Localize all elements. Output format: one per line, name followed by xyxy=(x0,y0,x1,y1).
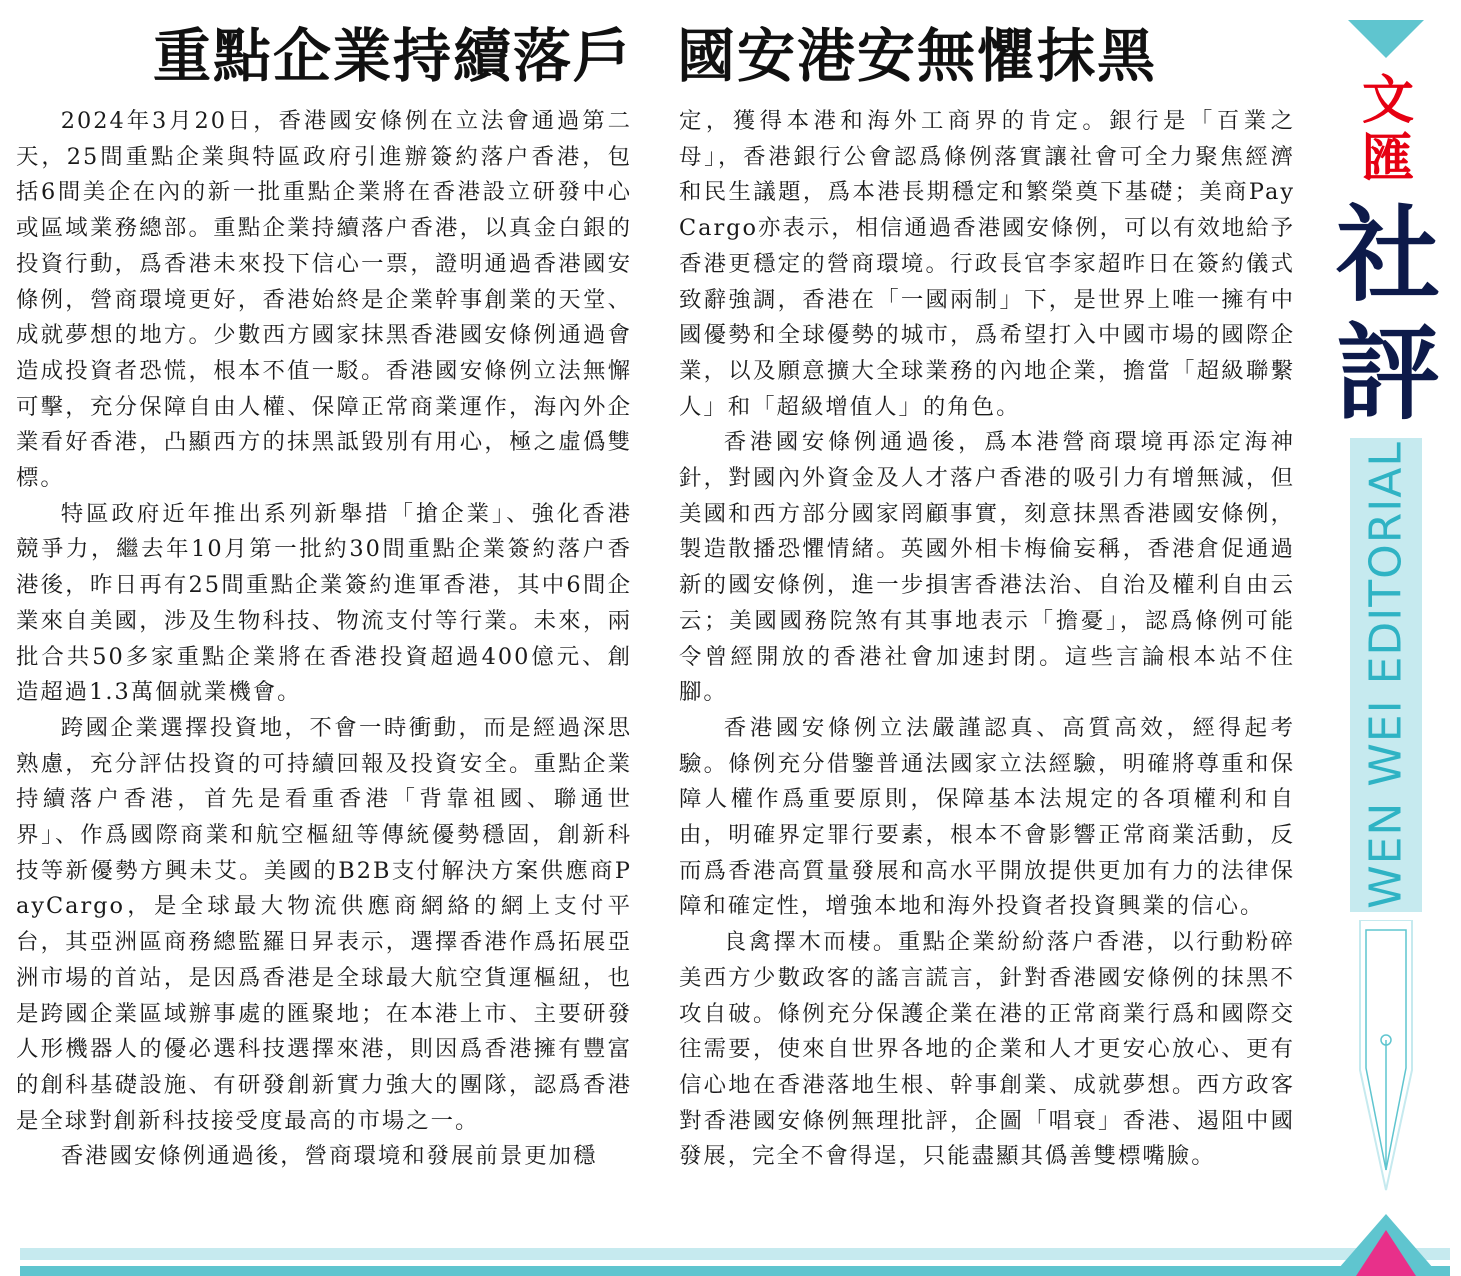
article-column-left xyxy=(16,104,632,1175)
decorative-triangle xyxy=(1348,20,1424,58)
headline-part1: 重點企業持續落戶 xyxy=(152,22,633,90)
paragraph-continued: 定，獲得本港和海外工商界的肯定。銀行是「百業之母」，香港銀行公會認爲條例落實讓社會可全力聚焦經濟和民生議題，爲本港長期穩定和繁榮奠下基礎；美商PayCargo亦表示，相信通過香港國安條例，可以有效地給予香港更穩定的營商環境。行政長官李家超昨日在簽約儀式致辭強調，香港在「一國兩制」下，是世界上唯一擁有中國優勢和全球優勢的城市，爲希望打入中國市場的國際企業，以及願意擴大全球業務的內地企業，擔當「超級聯繫人」和「超級增值人」的角色。 xyxy=(679,108,1295,420)
paragraph: 香港國安條例通過後，爲本港營商環境再添定海神針，對國內外資金及人才落户香港的吸引力有增無減，但美國和西方部分國家罔顧事實，刻意抹黑香港國安條例，製造散播恐懼情緒。英國外相卡梅倫妄稱，香港倉促通過新的國安條例，進一步損害香港法治、自治及權利自由云云；美國國務院煞有其事地表示「擔憂」，認爲條例可能令曾經開放的香港社會加速封閉。這些言論根本站不住腳。 xyxy=(679,429,1295,706)
paragraph: 香港國安條例通過後，營商環境和發展前景更加穩 xyxy=(60,1143,598,1170)
paragraph: 跨國企業選擇投資地，不會一時衝動，而是經過深思熟慮，充分評估投資的可持續回報及投資安全。重點企業持續落户香港，首先是看重香港「背靠祖國、聯通世界」、作爲國際商業和航空樞紐等傳統優勢穩固，創新科技等新優勢方興未艾。美國的B2B支付解決方案供應商PayCargo，是全球最大物流供應商網絡的網上支付平台，其亞洲區商務總監羅日昇表示，選擇香港作爲拓展亞洲市場的首站，是因爲香港是全球最大航空貨運樞紐，也是跨國企業區域辦事處的匯聚地；在本港上市、主要研發人形機器人的優必選科技選擇來港，則因爲香港擁有豐富的創科基礎設施、有研發創新實力強大的團隊，認爲香港是全球對創新科技接受度最高的市場之一。 xyxy=(16,714,632,1134)
paragraph: 特區政府近年推出系列新舉措「搶企業」、強化香港競爭力，繼去年10月第一批約30間重點企業簽約落户香港後，昨日再有25間重點企業簽約進軍香港，其中6間企業來自美國，涉及生物科技、物流支付等行業。未來，兩批合共50多家重點企業將在香港投資超過400億元、創造超過1.3萬個就業機會。 xyxy=(16,500,632,706)
fountain-pen-icon xyxy=(1350,920,1422,1220)
paragraph: 香港國安條例立法嚴謹認真、高質高效，經得起考驗。條例充分借鑒普通法國家立法經驗，明確將尊重和保障人權作爲重要原則，保障基本法規定的各項權利和自由，明確界定罪行要素，根本不會影響正常商業活動，反而爲香港高質量發展和高水平開放提供更加有力的法律保障和確定性，增強本地和海外投資者投資興業的信心。 xyxy=(679,714,1295,920)
paragraph: 良禽擇木而棲。重點企業紛紛落户香港，以行動粉碎美西方少數政客的謠言謊言，針對香港國安條例的抹黑不攻自破。條例充分保護企業在港的正常商業行爲和國際交往需要，使來自世界各地的企業和人才更安心放心、更有信心地在香港落地生根、幹事創業、成就夢想。西方政客對香港國安條例無理批評，企圖「唱衰」香港、遏阻中國發展，完全不會得逞，只能盡顯其僞善雙標嘴臉。 xyxy=(679,929,1295,1170)
article-column-right xyxy=(679,104,1295,1175)
editorial-masthead xyxy=(1312,0,1461,1276)
paragraph: 2024年3月20日，香港國安條例在立法會通過第二天，25間重點企業與特區政府引進辦簽約落户香港，包括6間美企在內的新一批重點企業將在香港設立研發中心或區域業務總部。重點企業持續落户香港，以真金白銀的投資行動，爲香港未來投下信心一票，證明通過香港國安條例，營商環境更好，香港始終是企業幹事創業的天堂、成就夢想的地方。少數西方國家抹黑香港國安條例通過會造成投資者恐慌，根本不值一駁。香港國安條例立法無懈可擊，充分保障自由人權、保障正常商業運作，海內外企業看好香港，凸顯西方的抹黑詆毀別有用心，極之虛僞雙標。 xyxy=(16,108,632,492)
bottom-rule-light xyxy=(20,1248,1450,1260)
bottom-rule-dark xyxy=(20,1266,1450,1276)
headline xyxy=(0,14,1310,98)
section-title: 社評 xyxy=(1335,193,1440,434)
headline-part2: 國安港安無懼抹黑 xyxy=(677,22,1158,90)
brand-logo: 文匯 xyxy=(1361,71,1414,189)
english-section-title: WEN WEI EDITORIAL xyxy=(1360,441,1412,909)
decorative-triangle-bottom xyxy=(1312,1210,1461,1276)
